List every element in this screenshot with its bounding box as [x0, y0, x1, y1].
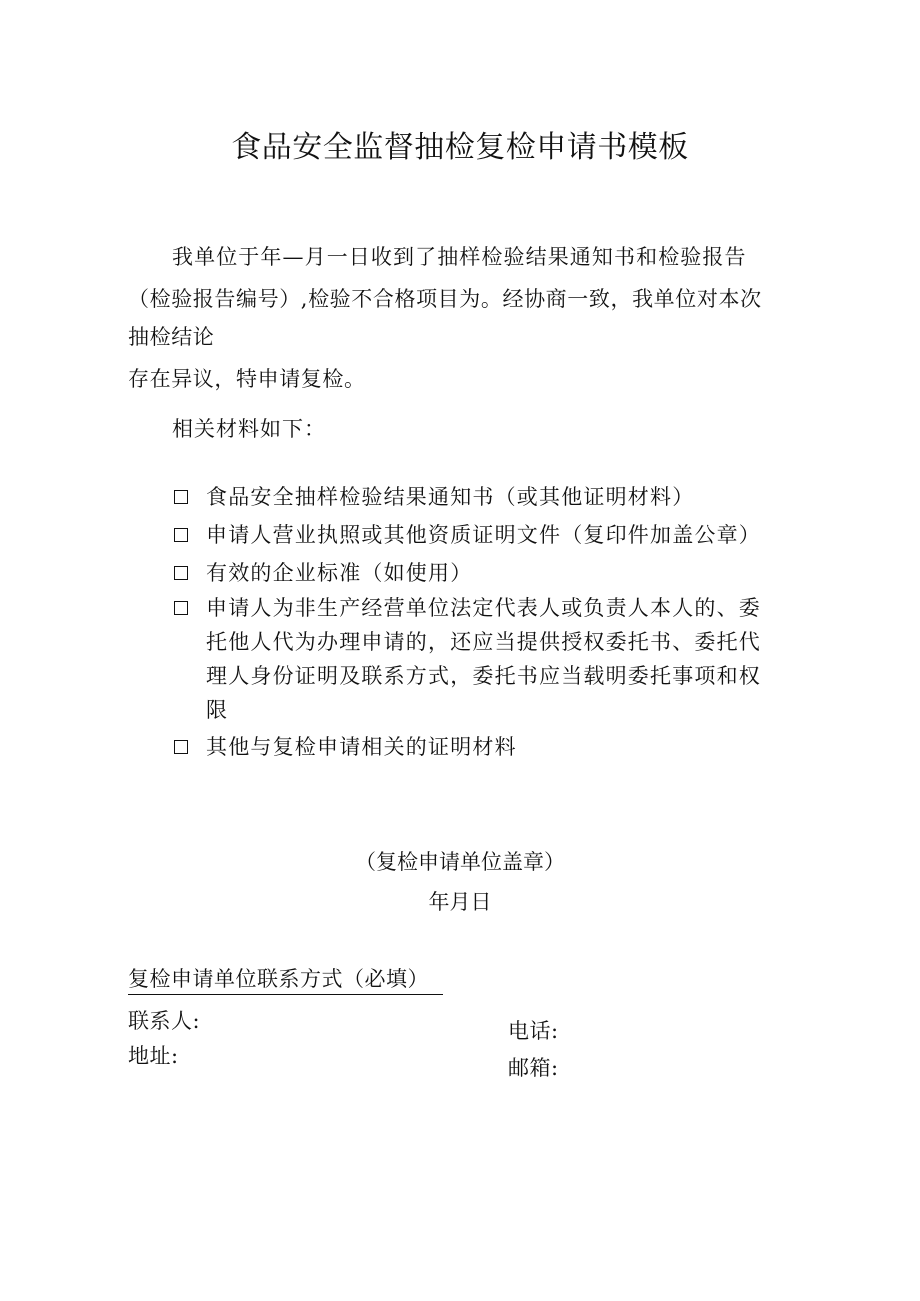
checklist-item-4-line-3: 理人身份证明及联系方式，委托书应当载明委托事项和权 — [206, 664, 761, 688]
checklist-item-4-line-2: 托他人代为办理申请的，还应当提供授权委托书、委托代 — [206, 630, 761, 654]
checklist-item-3-text: 有效的企业标准（如使用） — [206, 561, 473, 585]
email-label: 邮箱: — [508, 1056, 559, 1080]
materials-intro: 相关材料如下： — [172, 417, 326, 441]
checkbox-3[interactable] — [174, 566, 188, 580]
seal-note: （复检申请单位盖章） — [355, 850, 565, 874]
date-line: 年月日 — [428, 890, 492, 914]
contact-person-label: 联系人: — [128, 1009, 201, 1033]
checkbox-2[interactable] — [174, 528, 188, 542]
body-line-3: 抽检结论 — [128, 325, 215, 349]
checkbox-1[interactable] — [174, 490, 188, 504]
body-line-4: 存在异议，特申请复检。 — [128, 367, 366, 391]
checklist-item-2-text: 申请人营业执照或其他资质证明文件（复印件加盖公章） — [206, 523, 761, 547]
checklist-item-1-text: 食品安全抽样检验结果通知书（或其他证明材料） — [206, 485, 695, 509]
checkbox-4[interactable] — [174, 601, 188, 615]
checkbox-5[interactable] — [174, 740, 188, 754]
checklist-item-4-line-4: 限 — [206, 698, 229, 722]
checklist-item-4-line-1: 申请人为非生产经营单位法定代表人或负责人本人的、委 — [206, 596, 761, 620]
body-line-1: 我单位于年—月一日收到了抽样检验结果通知书和检验报告 — [172, 245, 747, 269]
body-line-2: （检验报告编号）,检验不合格项目为。经协商一致，我单位对本次 — [128, 287, 762, 311]
document-title: 食品安全监督抽检复检申请书模板 — [231, 130, 689, 165]
contact-section-heading: 复检申请单位联系方式（必填） — [128, 964, 443, 995]
address-label: 地址: — [128, 1044, 179, 1068]
phone-label: 电话: — [508, 1019, 559, 1043]
checklist-item-5-text: 其他与复检申请相关的证明材料 — [206, 735, 517, 759]
